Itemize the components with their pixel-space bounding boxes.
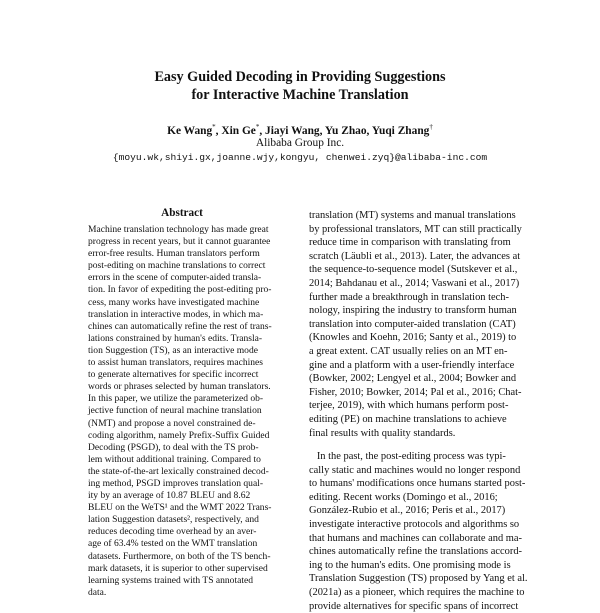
intro-line: translation into computer-aided translation (CAT) <box>309 318 516 330</box>
abstract-line: learning systems trained with TS annotated <box>88 574 254 586</box>
intro-line: In the past, the post-editing process was typi- <box>309 451 506 463</box>
intro-line: (Bowker, 2002; Lengyel et al., 2004; Bowker and <box>309 373 517 385</box>
intro-line: Fisher, 2010; Bowker, 2014; Pal et al., 2016; Chat- <box>309 386 522 398</box>
intro-line: chines automatically refine the translations accord- <box>309 546 523 558</box>
author-2-mark: * <box>255 123 260 131</box>
affiliation: Alibaba Group Inc. <box>255 137 345 149</box>
intro-line: (Knowles and Koehn, 2016; Santy et al., 2019) to <box>309 332 517 344</box>
abstract-line: tion. In favor of expediting the post-editing pro- <box>88 284 272 296</box>
abstract-heading: Abstract <box>161 207 203 219</box>
intro-line: scratch (Läubli et al., 2013). Later, the advances at <box>309 250 521 262</box>
abstract-line: error-free results. Human translators perform <box>88 248 260 260</box>
intro-line: editing (PE) on machine translations to achieve <box>309 413 507 425</box>
author-rest-mark: † <box>429 123 433 131</box>
author-1: Ke Wang <box>167 124 213 137</box>
intro-line: the sequence-to-sequence model (Sutskever et al., <box>309 264 518 276</box>
abstract-line: Machine translation technology has made great <box>88 224 269 235</box>
intro-line: to humans' modifications once humans started post- <box>309 478 526 490</box>
abstract-line: (NMT) and propose a novel constrained de- <box>88 417 256 429</box>
intro-line: 2014; Bahdanau et al., 2014; Vaswani et al., 2017) <box>309 277 520 289</box>
abstract-line: In this paper, we utilize the parameterized ob- <box>88 393 264 405</box>
intro-line: gine and a platform with a user-friendly interface <box>309 359 515 371</box>
abstract-line: tion Suggestion (TS), as an interactive mode <box>88 344 258 356</box>
intro-line: by professional translators, MT can still practically <box>309 223 522 235</box>
intro-line: provide alternatives for specific spans of incorrect <box>309 600 519 612</box>
title-line-2: for Interactive Machine Translation <box>191 87 409 103</box>
intro-line: editing. Recent works (Domingo et al., 2016; <box>309 491 498 503</box>
abstract-line: ity by an average of 10.87 BLEU and 8.62 <box>88 490 251 502</box>
abstract-body <box>88 224 276 599</box>
abstract-line: data. <box>88 586 107 598</box>
intro-paragraph-2 <box>309 450 531 613</box>
abstract-line: datasets. Furthermore, on both of the TS bench- <box>88 550 271 562</box>
intro-line: Translation Suggestion (TS) proposed by Yang et al. <box>309 573 528 585</box>
intro-line: nology, inspiring the industry to transform human <box>309 305 517 317</box>
intro-line: final results with quality standards. <box>309 427 456 439</box>
abstract-line: errors in the scene of computer-aided transla- <box>88 272 262 284</box>
abstract-line: lations constrained by human's edits. Transla- <box>88 332 263 344</box>
intro-line: investigate interactive protocols and algorithms so <box>309 519 520 531</box>
abstract-line: to assist human translators, requires machines <box>88 357 263 369</box>
intro-line: reduce time in comparison with translating from <box>309 237 511 249</box>
abstract-line: coding algorithm, namely Prefix-Suffix Guided <box>88 429 270 441</box>
intro-line: cally static and machines would no longer respond <box>309 464 521 476</box>
abstract-line: the state-of-the-art lexically constrained decod- <box>88 465 269 477</box>
intro-line: terjee, 2019), with which humans perform post- <box>309 400 509 412</box>
abstract-line: words or phrases selected by human translators. <box>88 381 271 393</box>
intro-line: González-Rubio et al., 2016; Peris et al., 2017) <box>309 505 506 517</box>
abstract-line: chines can automatically refine the rest of trans- <box>88 320 272 332</box>
abstract-line: mark datasets, it is superior to other supervised <box>88 562 268 574</box>
abstract-line: Decoding (PSGD), to deal with the TS prob- <box>88 441 259 453</box>
author-rest: , Jiayi Wang, Yu Zhao, Yuqi Zhang <box>259 124 430 137</box>
intro-paragraph-1 <box>309 209 531 440</box>
intro-line: a great extent. CAT usually relies on an MT en- <box>309 345 508 357</box>
abstract-line: age of 63.4% tested on the WMT translation <box>88 538 258 550</box>
email-line: {moyu.wk,shiyi.gx,joanne.wjy,kongyu, chenwei.zyq}@alibaba-inc.com <box>112 152 488 163</box>
intro-line: ing to the human's edits. One promising mode is <box>309 559 511 571</box>
abstract-line: jective function of neural machine translation <box>88 405 262 417</box>
abstract-line: reduces decoding time overhead by an aver- <box>88 526 257 538</box>
author-2: , Xin Ge <box>215 124 256 137</box>
abstract-line: post-editing on machine translations to correct <box>88 260 266 272</box>
intro-line: further made a breakthrough in translation tech- <box>309 291 509 303</box>
title-line-1: Easy Guided Decoding in Providing Suggestions <box>154 69 446 85</box>
abstract-line: lation Suggestion datasets², respectively, and <box>88 514 259 526</box>
intro-column <box>309 209 531 613</box>
author-1-mark: * <box>212 123 216 131</box>
intro-line: translation (MT) systems and manual translations <box>309 210 516 221</box>
abstract-line: cess, many works have investigated machine <box>88 296 260 308</box>
abstract-line: progress in recent years, but it cannot guarantee <box>88 236 271 248</box>
abstract-line: lem without additional training. Compared to <box>88 453 261 465</box>
abstract-line: ing method, PSGD improves translation qual- <box>88 477 264 489</box>
abstract-line: to generate alternatives for specific incorrect <box>88 369 259 381</box>
intro-line: (2021a) as a pioneer, which requires the machine to <box>309 587 525 599</box>
paper-title <box>0 68 600 104</box>
abstract-line: translation in interactive modes, in which ma- <box>88 308 264 320</box>
intro-line: that humans and machines can collaborate and ma- <box>309 532 523 544</box>
abstract-line: BLEU on the WeTS¹ and the WMT 2022 Trans- <box>88 502 272 514</box>
